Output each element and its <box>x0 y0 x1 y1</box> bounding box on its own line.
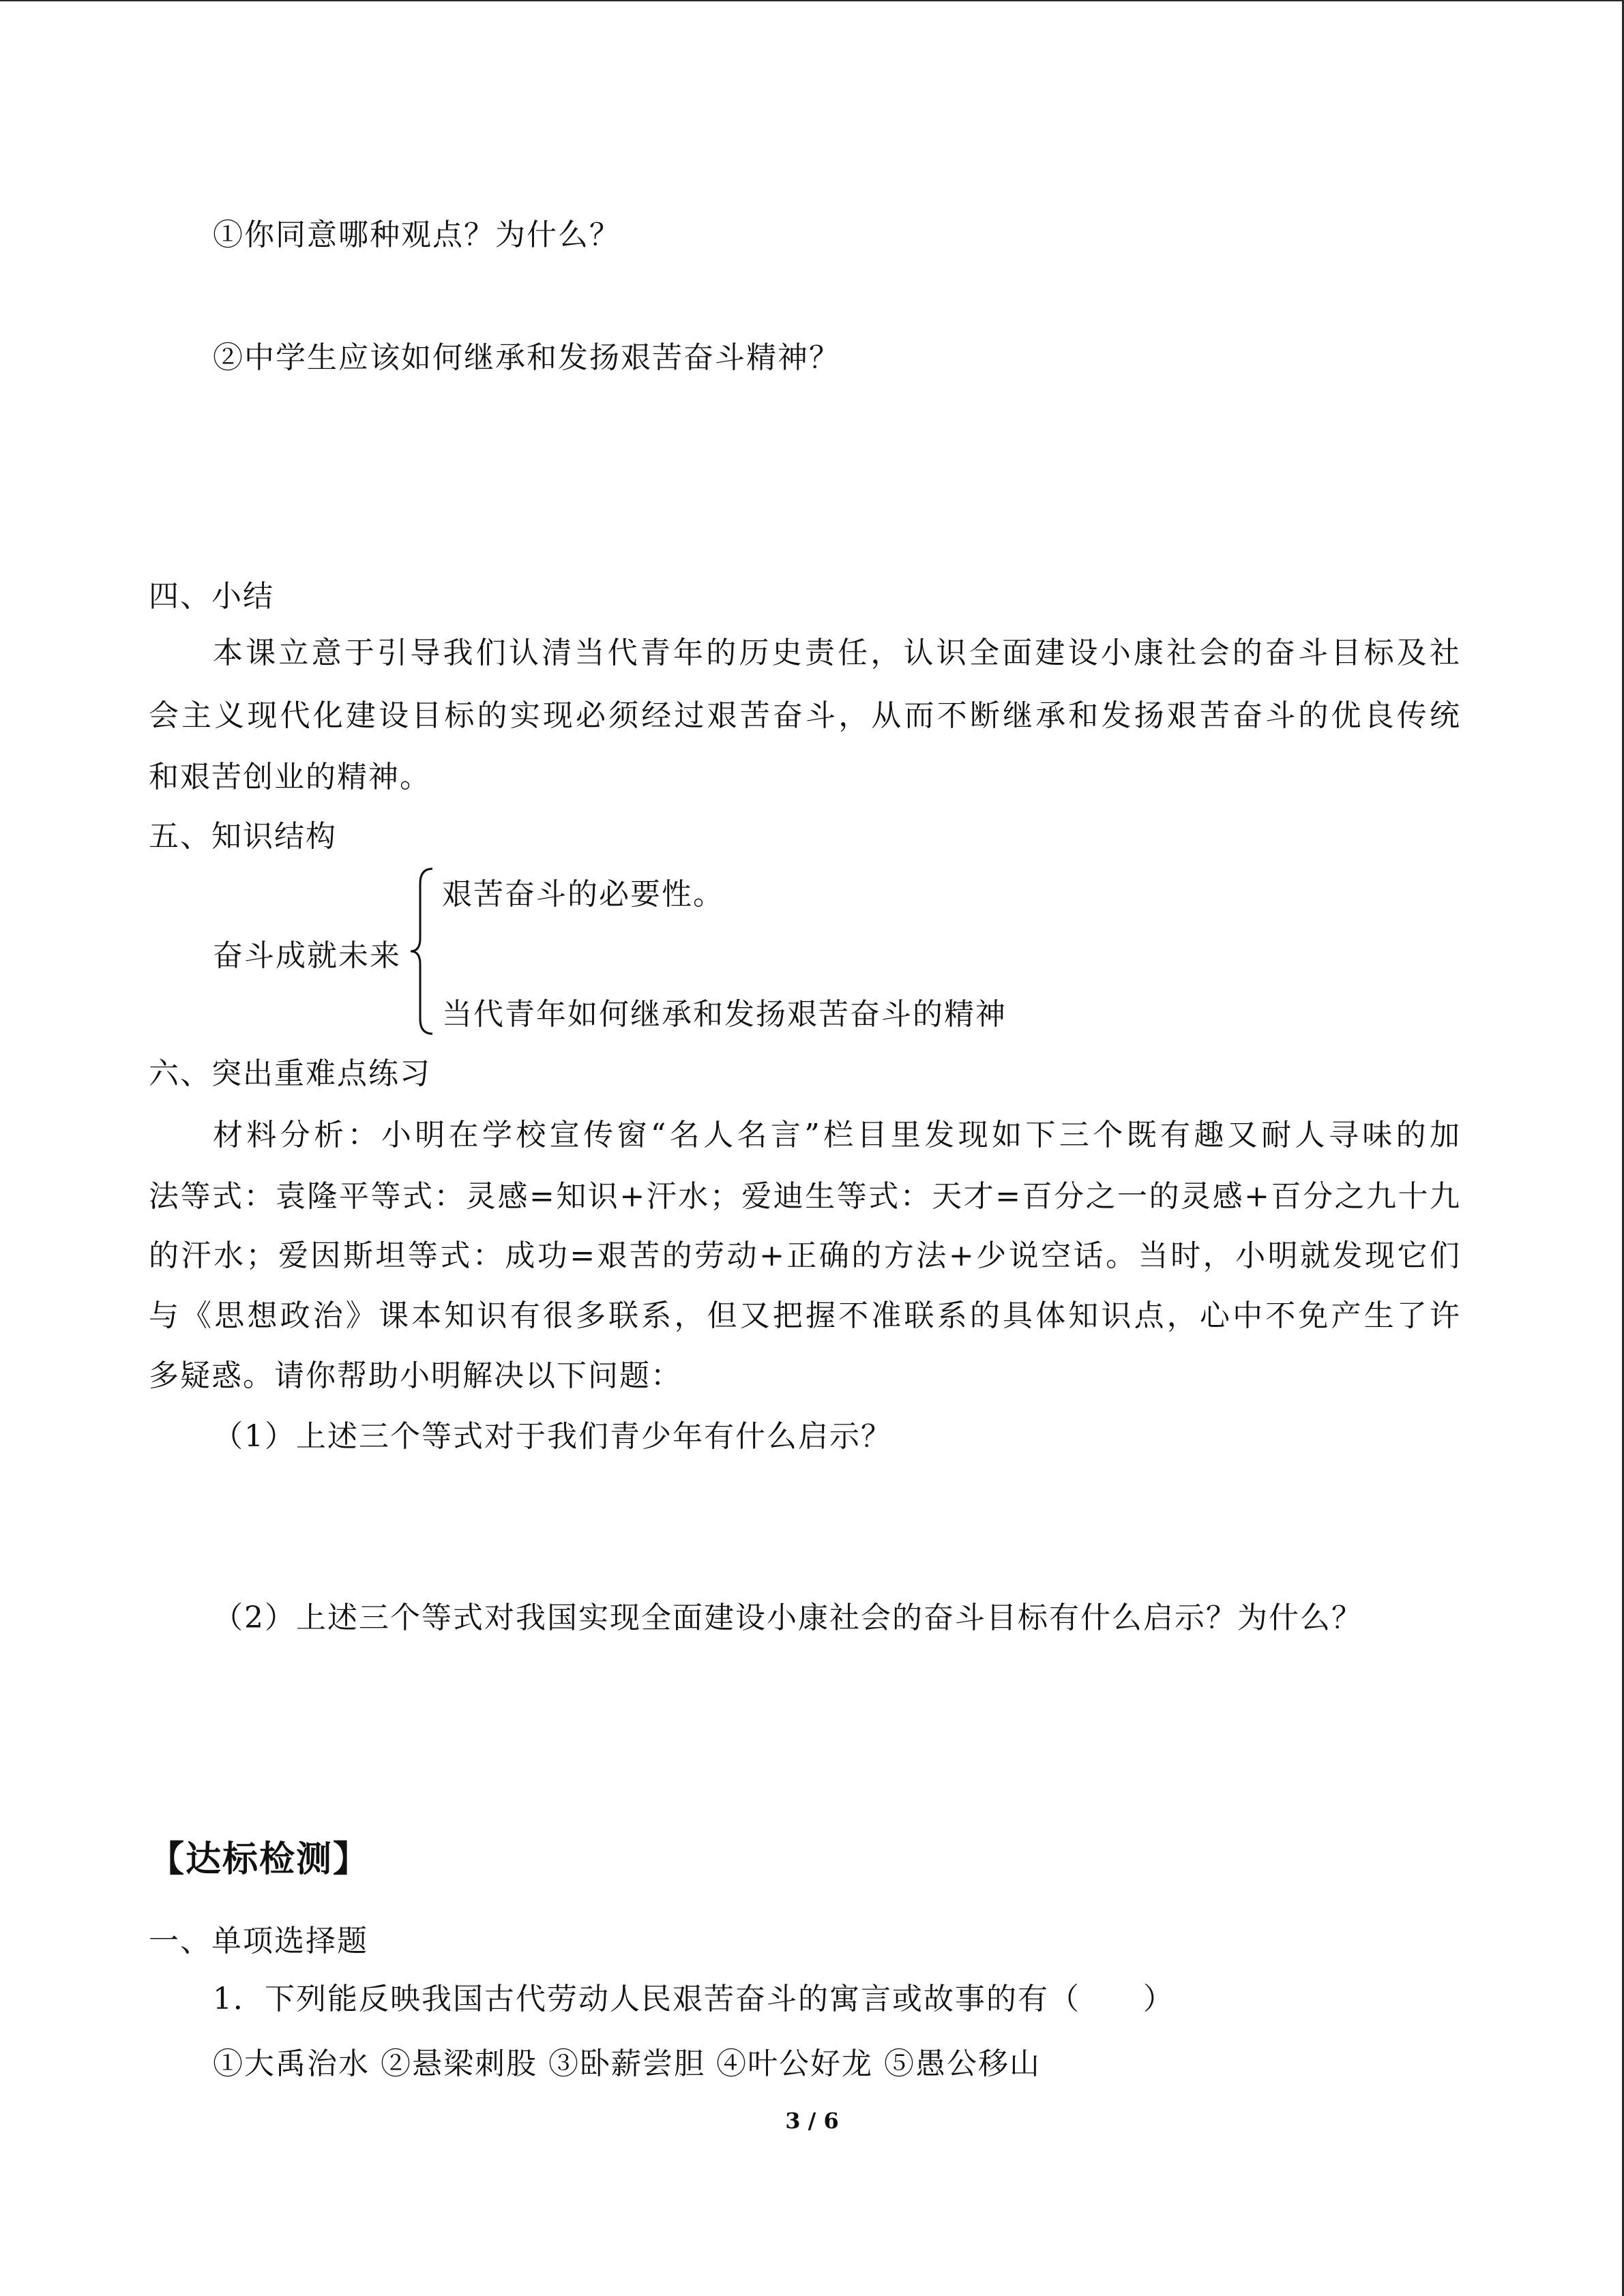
structure-brace <box>409 866 437 1037</box>
page-top-border <box>0 0 1624 1</box>
summary-line-2: 会主义现代化建设目标的实现必须经过艰苦奋斗，从而不断继承和发扬艰苦奋斗的优良传统 <box>149 698 1461 733</box>
test-question-1-options: ①大禹治水 ②悬梁刺股 ③卧薪尝胆 ④叶公好龙 ⑤愚公移山 <box>213 2046 1041 2081</box>
practice-material-line-3: 的汗水；爱因斯坦等式：成功=艰苦的劳动+正确的方法+少说空话。当时，小明就发现它们 <box>149 1238 1461 1273</box>
summary-line-1: 本课立意于引导我们认清当代青年的历史责任，认识全面建设小康社会的奋斗目标及社 <box>213 636 1461 670</box>
test-heading: 【达标检测】 <box>149 1838 370 1880</box>
practice-material-line-1: 材料分析：小明在学校宣传窗“名人名言”栏目里发现如下三个既有趣又耐人寻味的加 <box>213 1118 1461 1152</box>
summary-heading: 四、小结 <box>149 579 274 614</box>
structure-branch-inherit: 当代青年如何继承和发扬艰苦奋斗的精神 <box>442 997 1007 1032</box>
question-inherit-spirit: ②中学生应该如何继承和发扬艰苦奋斗精神？ <box>213 340 840 375</box>
practice-question-2: （2）上述三个等式对我国实现全面建设小康社会的奋斗目标有什么启示？为什么？ <box>213 1600 1363 1635</box>
practice-material-line-2: 法等式：袁隆平等式：灵感=知识+汗水；爱迪生等式：天才=百分之一的灵感+百分之九十九 <box>149 1179 1461 1214</box>
practice-heading: 六、突出重难点练习 <box>149 1056 431 1091</box>
page-number: 3 / 6 <box>785 2108 839 2134</box>
structure-root: 奋斗成就未来 <box>213 938 401 973</box>
practice-material-line-5: 多疑惑。请你帮助小明解决以下问题： <box>149 1358 682 1393</box>
practice-question-1: （1）上述三个等式对于我们青少年有什么启示？ <box>213 1419 892 1454</box>
question-opinion: ①你同意哪种观点？为什么？ <box>213 218 621 252</box>
practice-material-line-4: 与《思想政治》课本知识有很多联系，但又把握不准联系的具体知识点，心中不免产生了许 <box>149 1298 1461 1333</box>
summary-line-3: 和艰苦创业的精神。 <box>149 760 431 794</box>
structure-branch-necessity: 艰苦奋斗的必要性。 <box>442 877 724 912</box>
test-question-1: 1．下列能反映我国古代劳动人民艰苦奋斗的寓言或故事的有（ ） <box>213 1982 1175 2016</box>
test-subheading: 一、单项选择题 <box>149 1924 368 1958</box>
structure-heading: 五、知识结构 <box>149 819 337 854</box>
